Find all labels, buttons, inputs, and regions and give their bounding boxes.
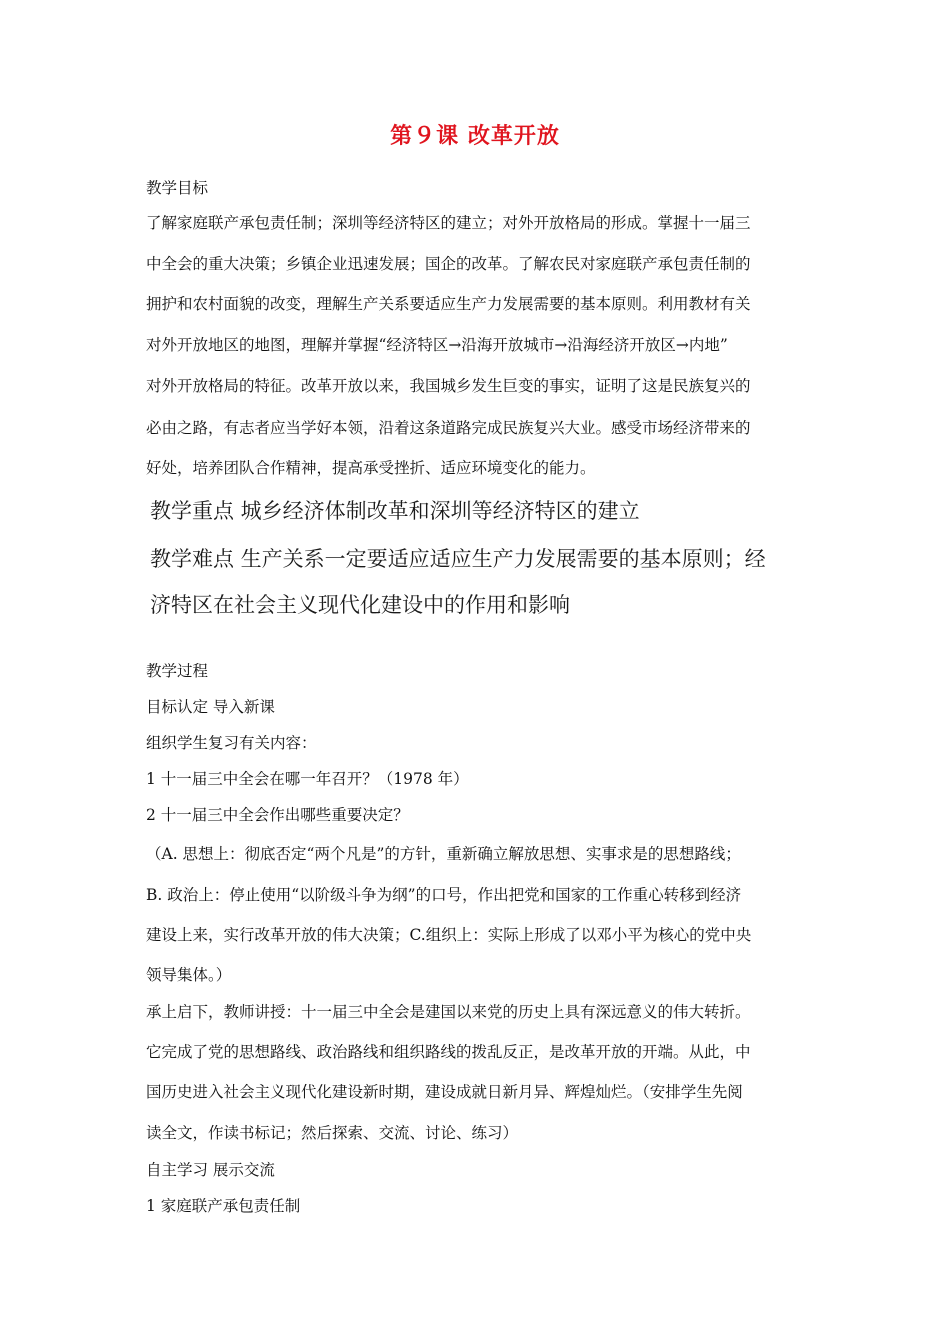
objectives-heading: 教学目标 (146, 179, 209, 197)
question-2: 2 十一届三中全会作出哪些重要决定？ (146, 806, 409, 824)
review-intro: 组织学生复习有关内容： (146, 734, 317, 752)
objectives-line: 了解家庭联产承包责任制；深圳等经济特区的建立；对外开放格局的形成。掌握十一届三 (146, 214, 751, 232)
objectives-line: 对外开放地区的地图，理解并掌握“经济特区→沿海开放城市→沿海经济开放区→内地” (146, 336, 728, 354)
question-1: 1 十一届三中全会在哪一年召开？（1978 年） (146, 770, 469, 788)
answer-line: 领导集体。） (146, 966, 232, 984)
objectives-line: 中全会的重大决策；乡镇企业迅速发展；国企的改革。了解农民对家庭联产承包责任制的 (146, 255, 751, 273)
answer-line: B. 政治上：停止使用“以阶级斗争为纲”的口号，作出把党和国家的工作重心转移到经济 (146, 886, 742, 904)
transition-line: 读全文，作读书标记；然后探索、交流、讨论、练习） (146, 1124, 519, 1142)
objectives-line: 必由之路，有志者应当学好本领，沿着这条道路完成民族复兴大业。感受市场经济带来的 (146, 419, 751, 437)
section-heading: 目标认定 导入新课 (146, 698, 275, 716)
key-point: 教学重点 城乡经济体制改革和深圳等经济特区的建立 (150, 499, 640, 523)
answer-line: 建设上来，实行改革开放的伟大决策；C.组织上：实际上形成了以邓小平为核心的党中央 (146, 926, 752, 944)
objectives-line: 好处，培养团队合作精神，提高承受挫折、适应环境变化的能力。 (146, 459, 596, 477)
section-heading: 自主学习 展示交流 (146, 1161, 275, 1179)
lesson-title: 第９课 改革开放 (390, 124, 560, 149)
transition-line: 国历史进入社会主义现代化建设新时期，建设成就日新月异、辉煌灿烂。（安排学生先阅 (146, 1083, 743, 1101)
list-item: 1 家庭联产承包责任制 (146, 1197, 301, 1215)
transition-line: 承上启下，教师讲授：十一届三中全会是建国以来党的历史上具有深远意义的伟大转折。 (146, 1003, 751, 1021)
objectives-line: 对外开放格局的特征。改革开放以来，我国城乡发生巨变的事实，证明了这是民族复兴的 (146, 377, 751, 395)
objectives-line: 拥护和农村面貌的改变，理解生产关系要适应生产力发展需要的基本原则。利用教材有关 (146, 295, 751, 313)
difficult-point-line: 济特区在社会主义现代化建设中的作用和影响 (150, 593, 570, 617)
process-heading: 教学过程 (146, 662, 209, 680)
difficult-point-line: 教学难点 生产关系一定要适应适应生产力发展需要的基本原则；经 (150, 547, 766, 571)
answer-line: （A. 思想上：彻底否定“两个凡是”的方针，重新确立解放思想、实事求是的思想路线； (146, 845, 741, 863)
transition-line: 它完成了党的思想路线、政治路线和组织路线的拨乱反正，是改革开放的开端。从此，中 (146, 1043, 751, 1061)
